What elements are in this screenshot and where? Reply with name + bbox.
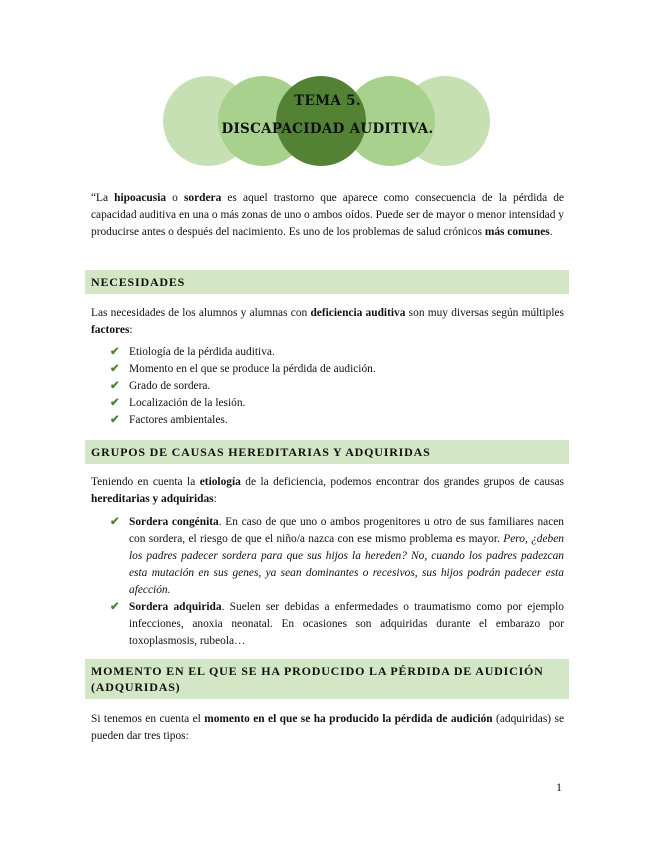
check-icon: ✔ [110, 346, 120, 358]
check-icon: ✔ [110, 363, 120, 375]
intro-paragraph: “La hipoacusia o sordera es aquel trastorno que aparece como consecuencia de la pérdida de capacidad auditiva en una o más zonas de uno o ambos oídos. Puede ser de mayor o menor intensidad y producirse antes o después del nacimiento. Es uno de los problemas de salud crónicos más comunes. [91, 192, 564, 238]
check-icon: ✔ [110, 397, 120, 409]
grupos-paragraph: Teniendo en cuenta la etiología de la deficiencia, podemos encontrar dos grandes grupos de causas hereditarias y adquiridas: [91, 476, 564, 505]
list-item: ✔ Etiología de la pérdida auditiva. [110, 344, 560, 361]
check-icon: ✔ [110, 414, 120, 426]
grupos-list [110, 514, 564, 650]
list-item: ✔ Grado de sordera. [110, 378, 560, 395]
check-icon: ✔ [110, 601, 120, 613]
list-item: ✔ Localización de la lesión. [110, 395, 560, 412]
section-heading-momento: MOMENTO EN EL QUE SE HA PRODUCIDO LA PÉRDIDA DE AUDICIÓN (ADQURIDAS) [85, 659, 569, 699]
section-heading-necesidades: NECESIDADES [85, 270, 569, 294]
page-title-line2: DISCAPACIDAD AUDITIVA. [221, 121, 434, 137]
page-number: 1 [556, 780, 562, 794]
list-item: ✔ Sordera adquirida. Suelen ser debidas a enfermedades o traumatismo como por ejemplo infecciones, anoxia neonatal. En ocasiones son adquiridas durante el embarazo por toxoplasmosis, rubeola… [110, 601, 564, 647]
page-title-line1: TEMA 5. [294, 93, 361, 109]
list-item: ✔ Factores ambientales. [110, 412, 560, 429]
momento-paragraph: Si tenemos en cuenta el momento en el que se ha producido la pérdida de audición (adquiridas) se pueden dar tres tipos: [91, 713, 564, 742]
necesidades-list [110, 344, 560, 429]
list-item: ✔ Momento en el que se produce la pérdida de audición. [110, 361, 560, 378]
check-icon: ✔ [110, 516, 120, 528]
section-heading-grupos: GRUPOS DE CAUSAS HEREDITARIAS Y ADQUIRIDAS [85, 440, 569, 464]
list-item: ✔ Sordera congénita. En caso de que uno o ambos progenitores u otro de sus familiares nacen con sordera, el riesgo de que el niño/a nazca con ese mismo problema es mayor. Pero, ¿deben los padres padecer sordera para que sus hijos la hereden? No, cuando los padres padezcan esta mutación en sus genes, ya sean dominantes o recesivos, sus hijos podrán padecer esta afección. [110, 516, 565, 596]
check-icon: ✔ [110, 380, 120, 392]
necesidades-paragraph: Las necesidades de los alumnos y alumnas con deficiencia auditiva son muy diversas según múltiples factores: [91, 307, 564, 336]
